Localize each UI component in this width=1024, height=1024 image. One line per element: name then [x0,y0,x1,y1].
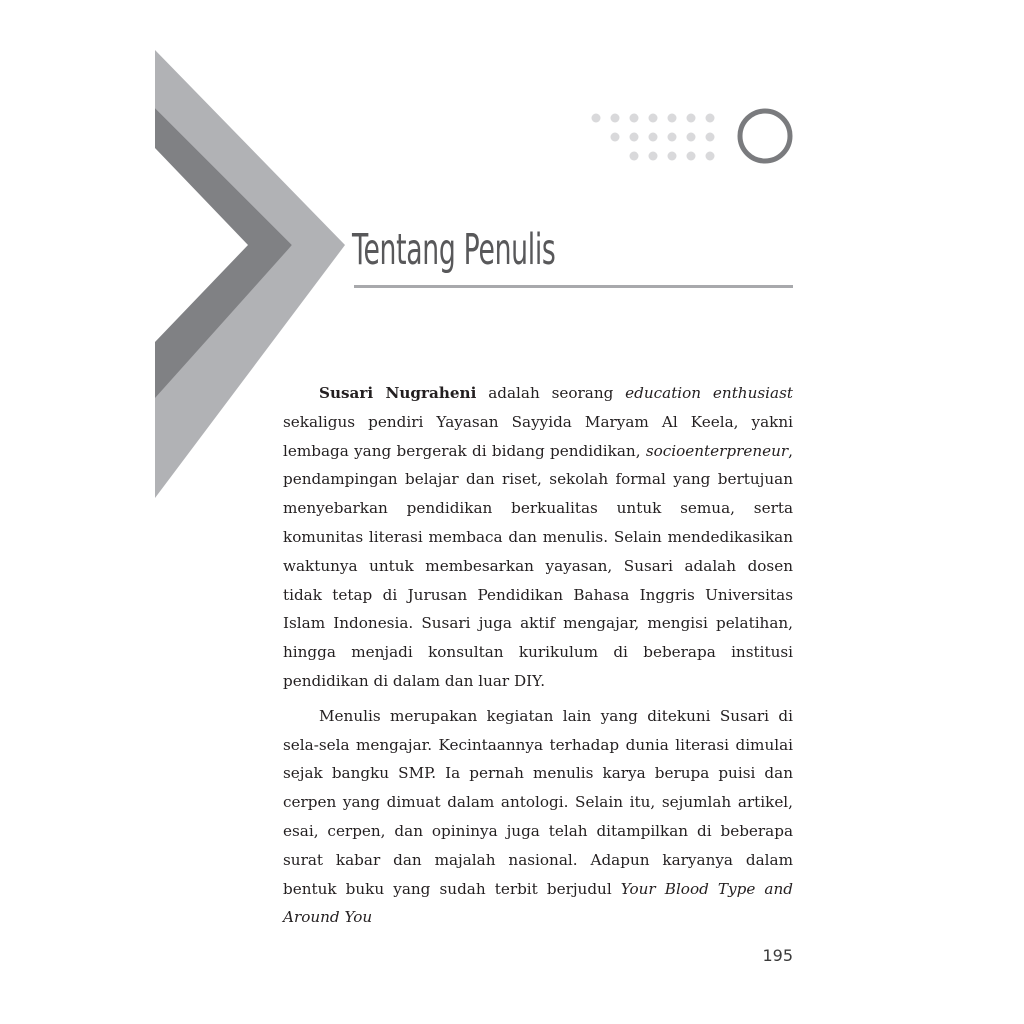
page-number: 195 [762,946,793,965]
title-underline [354,285,793,288]
italic-phrase: education enthusiast [625,384,793,402]
dot-grid-icon [592,114,715,161]
italic-phrase: socioenterpreneur [645,441,789,460]
text-segment: Menulis merupakan kegiatan lain yang ditekuni Susari di sela-sela mengajar. Kecintaannya terhadap dunia literasi dimulai sejak bangku SMP. Ia pernah menulis karya berupa puisi dan cerpen yang dimuat dalam antologi. Selain itu, sejumlah artikel, esai, cerpen, dan opininya juga telah ditampilkan di beberapa surat kabar dan majalah nasional. Adapun karyanya dalam bentuk buku yang sudah terbit berjudul [283,706,793,898]
paragraph-1 [283,379,793,696]
dot-grid-decoration-icon [0,0,820,180]
text-segment: sekaligus pendiri Yayasan Sayyida Maryam Al Keela, yakni lembaga yang bergerak di bidang pendidikan, [283,412,793,460]
text-segment: adalah seorang [476,384,626,402]
book-title: Your Blood Type and Around You [283,879,793,927]
ring-icon [740,111,790,161]
text-segment: , pendampingan belajar dan riset, sekolah formal yang bertujuan menyebarkan pendidikan berkualitas untuk semua, serta komunitas literasi membaca dan menulis. Selain mendedikasikan waktunya untuk membesarkan yayasan, Susari adalah dosen tidak tetap di Jurusan Pendidikan Bahasa Inggris Universitas Islam Indonesia. Susari juga aktif mengajar, mengisi pelatihan, hingga menjadi konsultan kurikulum di beberapa institusi pendidikan di dalam dan luar DIY. [283,441,793,690]
biography-text [283,379,793,938]
paragraph-2 [283,702,793,932]
author-name: Susari Nugraheni [319,384,477,402]
page-title: Tentang Penulis [352,225,556,275]
